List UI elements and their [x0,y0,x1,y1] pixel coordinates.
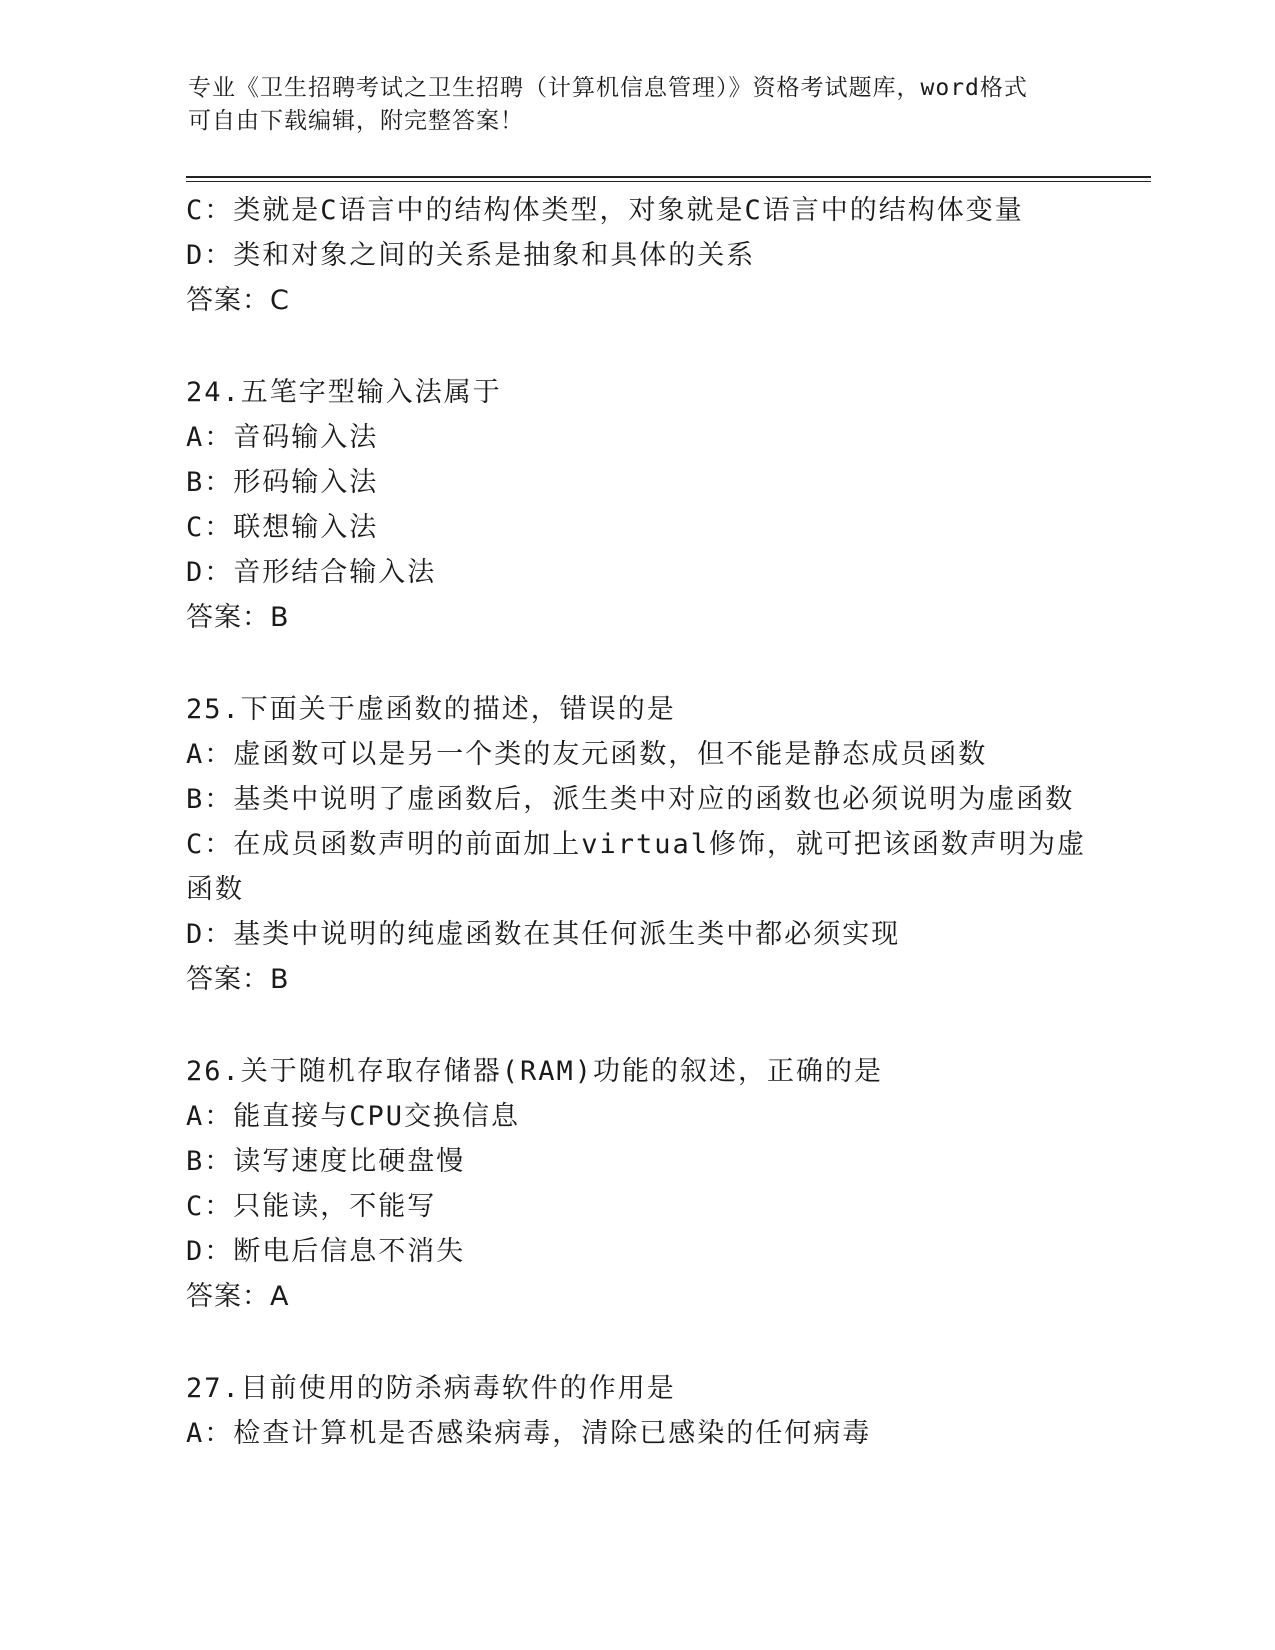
document-header [188,72,1068,138]
header-divider-thick [186,176,1151,178]
question-text: 24.五笔字型输入法属于 [186,377,502,408]
header-line-1: 专业《卫生招聘考试之卫生招聘（计算机信息管理）》资格考试题库，word格式 [188,75,1028,101]
option-a: A：虚函数可以是另一个类的友元函数，但不能是静态成员函数 [186,739,988,770]
option-d: D：音形结合输入法 [186,557,437,588]
option-b: B：基类中说明了虚函数后，派生类中对应的函数也必须说明为虚函数 [186,784,1075,815]
question-26 [186,1049,1086,1319]
option-a: A：检查计算机是否感染病毒，清除已感染的任何病毒 [186,1418,872,1449]
option-d: D：类和对象之间的关系是抽象和具体的关系 [186,240,756,271]
option-c: C：只能读，不能写 [186,1191,437,1222]
option-c-line-2: 函数 [186,874,244,905]
option-d: D：断电后信息不消失 [186,1236,466,1267]
spacer [186,323,1086,370]
option-b: B：读写速度比硬盘慢 [186,1146,466,1177]
option-d: D：基类中说明的纯虚函数在其任何派生类中都必须实现 [186,919,901,950]
answer-line: 答案：B [186,964,290,995]
question-text: 25.下面关于虚函数的描述，错误的是 [186,694,676,725]
question-text: 27.目前使用的防杀病毒软件的作用是 [186,1373,676,1404]
header-line-2: 可自由下载编辑，附完整答案！ [188,108,524,134]
option-b: B：形码输入法 [186,467,379,498]
spacer [186,640,1086,687]
question-27 [186,1366,1086,1456]
question-23-tail [186,188,1086,323]
header-divider-thin [186,181,1151,182]
question-text: 26.关于随机存取存储器(RAM)功能的叙述，正确的是 [186,1056,884,1087]
option-c: C：类就是C语言中的结构体类型，对象就是C语言中的结构体变量 [186,195,1024,226]
spacer [186,1002,1086,1049]
answer-line: 答案：A [186,1281,290,1312]
option-c-line-1: C：在成员函数声明的前面加上virtual修饰，就可把该函数声明为虚 [186,829,1087,860]
option-c: C：联想输入法 [186,512,379,543]
option-a: A：能直接与CPU交换信息 [186,1101,521,1132]
answer-line: 答案：C [186,285,290,316]
question-25 [186,687,1086,1002]
option-a: A：音码输入法 [186,422,379,453]
spacer [186,1319,1086,1366]
question-list [186,188,1086,1456]
question-24 [186,370,1086,640]
answer-line: 答案：B [186,602,290,633]
